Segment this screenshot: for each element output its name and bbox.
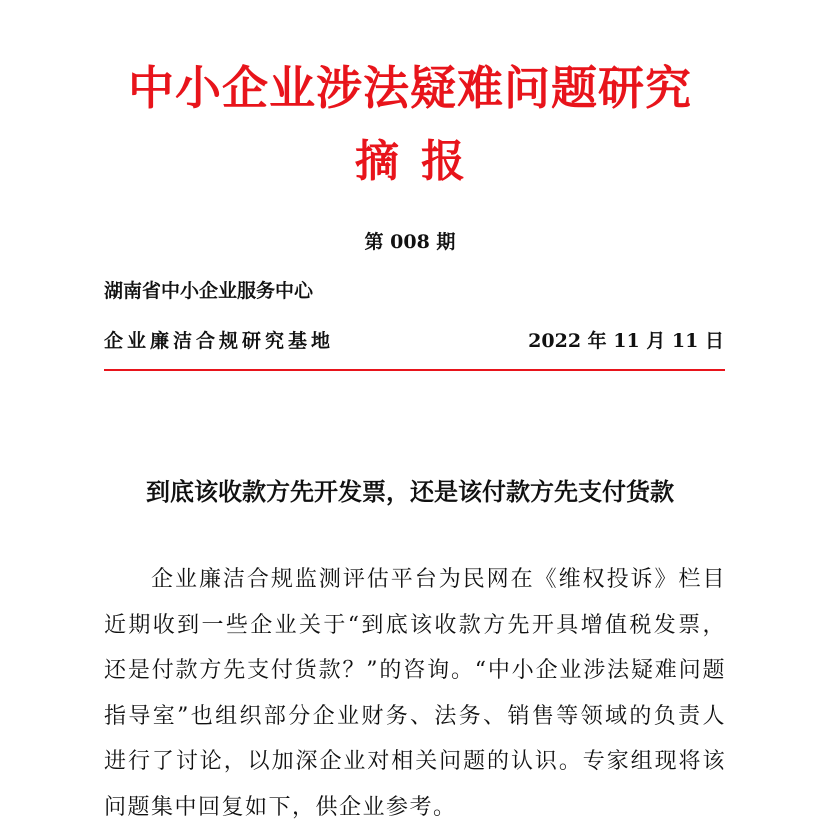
article-title: 到底该收款方先开发票，还是该付款方先支付货款: [146, 477, 674, 506]
issuing-organization: 湖南省中小企业服务中心: [104, 280, 314, 302]
publication-title: 中小企业涉法疑难问题研究: [128, 61, 692, 115]
research-base: 企业廉洁合规研究基地: [104, 330, 335, 352]
article-paragraph: 企业廉洁合规监测评估平台为民网在《维权投诉》栏目近期收到一些企业关于“到底该收款方先开具增值税发票，还是付款方先支付货款？”的咨询。“中小企业涉法疑难问题指导室”也组织部分企业财务、法务、销售等领域的负责人进行了讨论，以加深企业对相关问题的认识。专家组现将该问题集中回复如下，供企业参考。: [104, 567, 726, 820]
publication-date: 2022 年 11 月 11 日: [528, 330, 724, 352]
issue-number: 第 008 期: [364, 231, 456, 253]
header-divider: [104, 369, 725, 371]
publication-subtitle: 摘报: [355, 136, 487, 187]
